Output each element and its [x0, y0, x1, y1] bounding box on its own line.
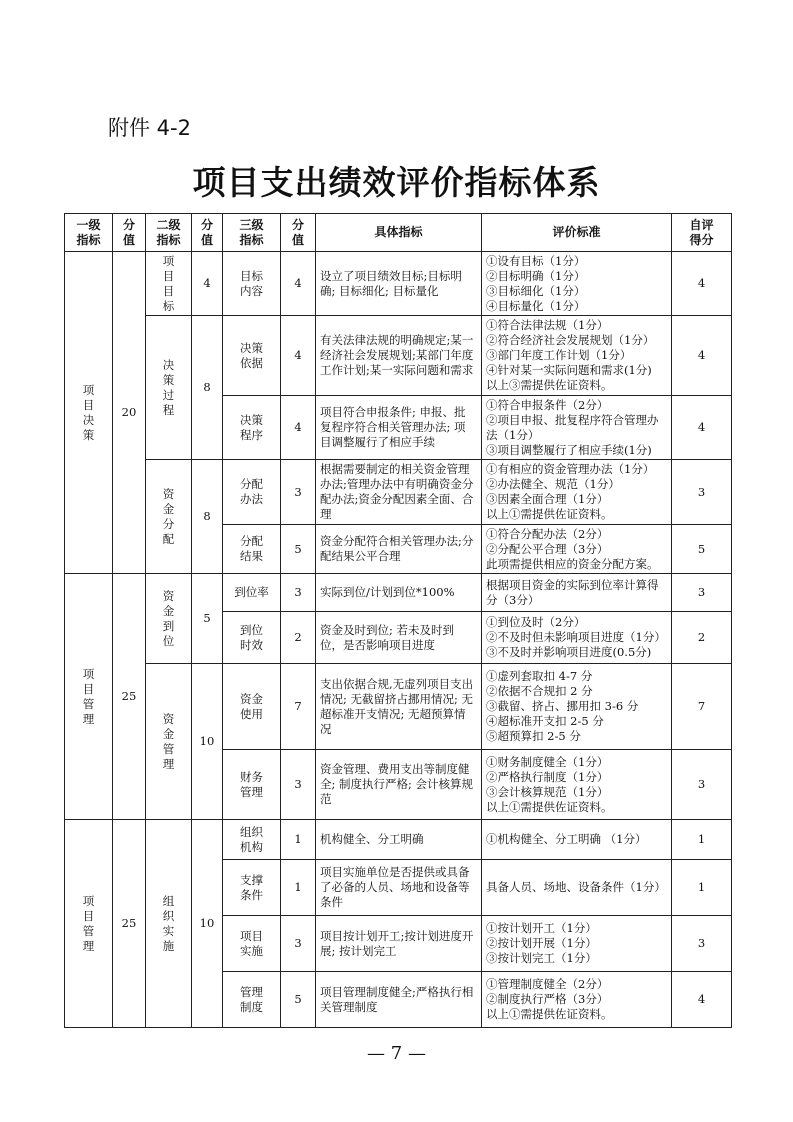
- level3-cell: 资金 使用: [223, 664, 281, 750]
- self-score-cell: 4: [672, 972, 732, 1028]
- level3-cell: 目标 内容: [223, 252, 281, 316]
- criteria-cell: ①设有目标（1分） ②目标明确（1分） ③目标细化（1分） ④目标量化（1分）: [482, 252, 672, 316]
- level3-cell: 到位率: [223, 574, 281, 612]
- header-score2: 分 值: [192, 214, 223, 252]
- level3-score: 3: [281, 916, 316, 972]
- self-score-cell: 3: [672, 460, 732, 525]
- level3-score: 4: [281, 252, 316, 316]
- level3-cell: 财务 管理: [223, 750, 281, 820]
- level3-score: 1: [281, 860, 316, 916]
- level3-cell: 分配 办法: [223, 460, 281, 525]
- detail-cell: 项目管理制度健全;严格执行相关管理制度: [316, 972, 482, 1028]
- table-row: [65, 316, 732, 396]
- header-score1: 分 值: [113, 214, 146, 252]
- criteria-cell: ①财务制度健全（1分） ②严格执行制度（1分） ③会计核算规范（1分） 以上①需提供佐证资料。: [482, 750, 672, 820]
- header-criteria: 评价标准: [482, 214, 672, 252]
- detail-cell: 机构健全、分工明确: [316, 820, 482, 860]
- criteria-cell: ①机构健全、分工明确 （1分）: [482, 820, 672, 860]
- level3-score: 3: [281, 574, 316, 612]
- detail-cell: 实际到位/计划到位*100%: [316, 574, 482, 612]
- level3-cell: 分配 结果: [223, 525, 281, 574]
- level3-score: 4: [281, 396, 316, 460]
- level1-cell: 项目管理: [65, 820, 113, 1028]
- level3-cell: 支撑 条件: [223, 860, 281, 916]
- criteria-cell: ①管理制度健全（2分） ②制度执行严格（3分） 以上①需提供佐证资料。: [482, 972, 672, 1028]
- detail-cell: 项目符合申报条件; 申报、批复程序符合相关管理办法; 项目调整履行了相应手续: [316, 396, 482, 460]
- self-score-cell: 1: [672, 820, 732, 860]
- self-score-cell: 3: [672, 574, 732, 612]
- criteria-cell: ①有相应的资金管理办法（1分） ②办法健全、规范（1分） ③因素全面合理（1分） 以上①需提供佐证资料。: [482, 460, 672, 525]
- level2-score: 10: [192, 664, 223, 820]
- criteria-cell: ①按计划开工（1分） ②按计划开展（1分） ③按计划完工（1分）: [482, 916, 672, 972]
- table-row: [65, 460, 732, 525]
- level3-cell: 管理 制度: [223, 972, 281, 1028]
- self-score-cell: 1: [672, 860, 732, 916]
- criteria-cell: ①到位及时（2分） ②不及时但未影响项目进度（1分） ③不及时并影响项目进度(0.5分): [482, 612, 672, 664]
- page-number: — 7 —: [367, 1043, 426, 1064]
- level3-score: 5: [281, 972, 316, 1028]
- document-title: 项目支出绩效评价指标体系: [192, 163, 601, 202]
- detail-cell: 项目实施单位是否提供或具备了必备的人员、场地和设备等条件: [316, 860, 482, 916]
- detail-cell: 根据需要制定的相关资金管理办法;管理办法中有明确资金分配办法;资金分配因素全面、合理: [316, 460, 482, 525]
- detail-cell: 支出依据合规,无虚列项目支出情况; 无截留挤占挪用情况; 无超标准开支情况; 无超预算情况: [316, 664, 482, 750]
- level2-cell: 资金分配: [146, 460, 192, 574]
- table-row: [65, 252, 732, 316]
- level3-score: 3: [281, 750, 316, 820]
- level3-score: 5: [281, 525, 316, 574]
- self-score-cell: 7: [672, 664, 732, 750]
- level2-score: 5: [192, 574, 223, 664]
- level2-cell: 资金管理: [146, 664, 192, 820]
- detail-cell: 资金分配符合相关管理办法;分配结果公平合理: [316, 525, 482, 574]
- table-row: [65, 574, 732, 612]
- table-header-row: [65, 214, 732, 252]
- header-level1: 一级 指标: [65, 214, 113, 252]
- level3-cell: 到位 时效: [223, 612, 281, 664]
- level2-cell: 决策过程: [146, 316, 192, 460]
- level3-cell: 决策 依据: [223, 316, 281, 396]
- criteria-cell: ①符合法律法规（1分） ②符合经济社会发展规划（1分） ③部门年度工作计划（1分） ④针对某一实际问题和需求(1分) 以上③需提供佐证资料。: [482, 316, 672, 396]
- detail-cell: 项目按计划开工;按计划进度开展; 按计划完工: [316, 916, 482, 972]
- header-score3: 分 值: [281, 214, 316, 252]
- detail-cell: 资金管理、费用支出等制度健全; 制度执行严格; 会计核算规范: [316, 750, 482, 820]
- header-level2: 二级 指标: [146, 214, 192, 252]
- self-score-cell: 3: [672, 916, 732, 972]
- level2-cell: 项目目标: [146, 252, 192, 316]
- criteria-cell: ①符合申报条件（2分） ②项目申报、批复程序符合管理办法（1分） ③项目调整履行了相应手续(1分): [482, 396, 672, 460]
- level1-cell: 项目管理: [65, 574, 113, 820]
- level3-score: 3: [281, 460, 316, 525]
- attachment-label: 附件 4-2: [108, 116, 191, 140]
- detail-cell: 有关法律法规的明确规定;某一经济社会发展规划;某部门年度工作计划;某一实际问题和需求: [316, 316, 482, 396]
- level1-cell: 项目决策: [65, 252, 113, 574]
- level1-score: 25: [113, 574, 146, 820]
- level3-score: 2: [281, 612, 316, 664]
- level2-score: 4: [192, 252, 223, 316]
- table-row: [65, 664, 732, 750]
- self-score-cell: 2: [672, 612, 732, 664]
- level2-cell: 组织实施: [146, 820, 192, 1028]
- self-score-cell: 3: [672, 750, 732, 820]
- indicator-table: [64, 213, 732, 1028]
- level3-cell: 决策 程序: [223, 396, 281, 460]
- criteria-cell: 根据项目资金的实际到位率计算得分（3分）: [482, 574, 672, 612]
- criteria-cell: ①符合分配办法（2分） ②分配公平合理（3分） 此项需提供相应的资金分配方案。: [482, 525, 672, 574]
- header-detail: 具体指标: [316, 214, 482, 252]
- criteria-cell: 具备人员、场地、设备条件（1分）: [482, 860, 672, 916]
- self-score-cell: 4: [672, 252, 732, 316]
- level3-score: 7: [281, 664, 316, 750]
- level1-score: 20: [113, 252, 146, 574]
- level3-cell: 项目 实施: [223, 916, 281, 972]
- self-score-cell: 5: [672, 525, 732, 574]
- header-self-score: 自评 得分: [672, 214, 732, 252]
- header-level3: 三级 指标: [223, 214, 281, 252]
- level2-score: 8: [192, 316, 223, 460]
- level2-score: 8: [192, 460, 223, 574]
- level3-score: 4: [281, 316, 316, 396]
- criteria-cell: ①虚列套取扣 4-7 分 ②依据不合规扣 2 分 ③截留、挤占、挪用扣 3-6 分 ④超标准开支扣 2-5 分 ⑤超预算扣 2-5 分: [482, 664, 672, 750]
- level1-score: 25: [113, 820, 146, 1028]
- detail-cell: 资金及时到位; 若未及时到位，是否影响项目进度: [316, 612, 482, 664]
- table-row: [65, 820, 732, 860]
- self-score-cell: 4: [672, 396, 732, 460]
- level3-score: 1: [281, 820, 316, 860]
- level2-cell: 资金到位: [146, 574, 192, 664]
- level3-cell: 组织 机构: [223, 820, 281, 860]
- level2-score: 10: [192, 820, 223, 1028]
- detail-cell: 设立了项目绩效目标;目标明确; 目标细化; 目标量化: [316, 252, 482, 316]
- self-score-cell: 4: [672, 316, 732, 396]
